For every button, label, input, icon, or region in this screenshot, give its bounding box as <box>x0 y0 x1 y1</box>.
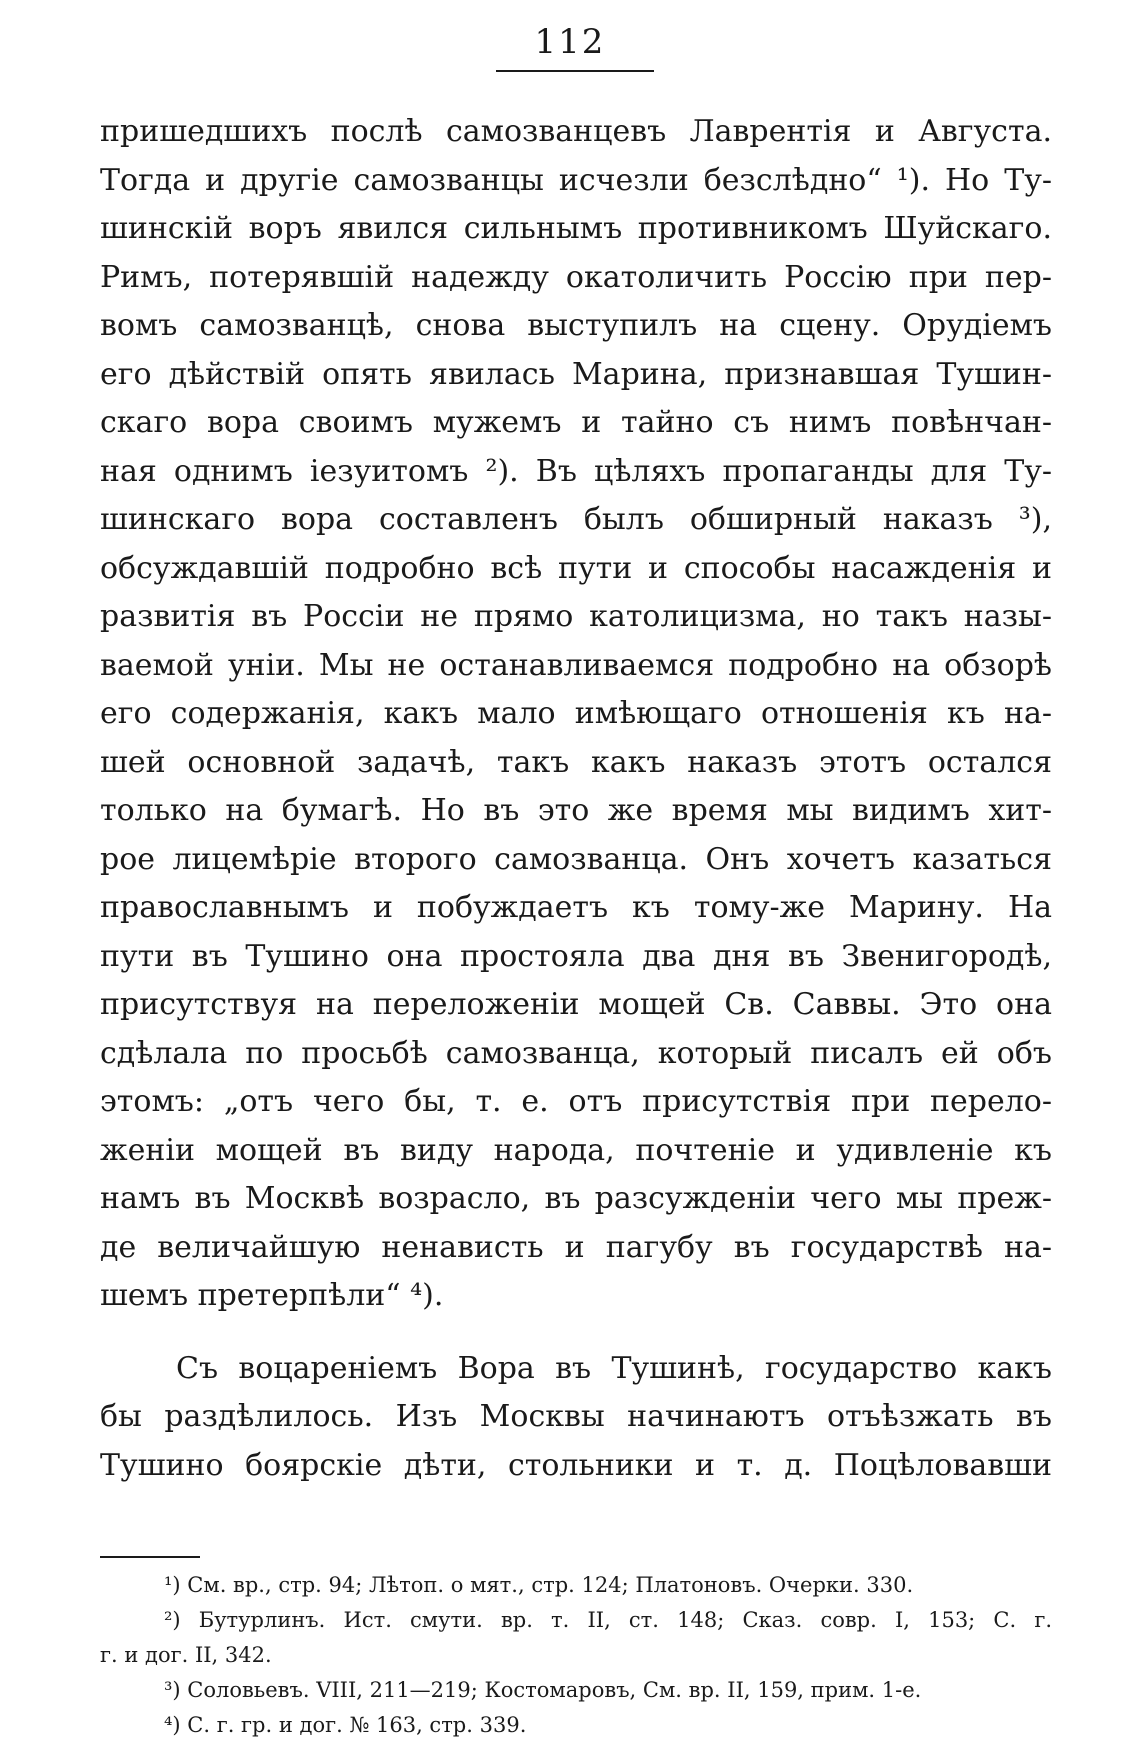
page-number: 112 <box>534 22 606 62</box>
footnote: г. и дог. II, 342. <box>100 1643 272 1667</box>
text-line: православнымъ и побуждаетъ къ тому-же Марину. На <box>100 890 1052 925</box>
text-line: ваемой уніи. Мы не останавливаемся подробно на обзорѣ <box>100 647 1052 683</box>
text-line: Римъ, потерявшій надежду окатоличить Россію при пер- <box>100 259 1052 295</box>
text-line: ная однимъ іезуитомъ ²). Въ цѣляхъ пропаганды для Ту- <box>100 453 1052 489</box>
text-line: сдѣлала по просьбѣ самозванца, который писалъ ей объ <box>100 1035 1052 1071</box>
text-line: его содержанія, какъ мало имѣющаго отношенія къ на- <box>100 696 1052 731</box>
text-line: присутствуя на переложеніи мощей Св. Саввы. Это она <box>100 987 1052 1022</box>
text-line: шемъ претерпѣли“ ⁴). <box>100 1278 444 1313</box>
paragraph-gap <box>100 1321 1052 1345</box>
text-line: шинскій воръ явился сильнымъ противникомъ Шуйскаго. <box>100 211 1052 246</box>
text-line: бы раздѣлилось. Изъ Москвы начинаютъ отъѣзжать въ <box>100 1399 1052 1434</box>
text-line: пришедшихъ послѣ самозванцевъ Лаврентія и Августа. <box>100 114 1052 149</box>
text-line: рое лицемѣріе второго самозванца. Онъ хочетъ казаться <box>100 841 1052 877</box>
footnote: ⁴) С. г. гр. и дог. № 163, стр. 339. <box>164 1713 527 1737</box>
text-line: Тогда и другіе самозванцы исчезли безслѣдно“ ¹). Но Ту- <box>100 162 1052 198</box>
footnote: ¹) См. вр., стр. 94; Лѣтоп. о мят., стр. 124; Платоновъ. Очерки. 330. <box>164 1573 914 1597</box>
footnote: ²) Бутурлинъ. Ист. смути. вр. т. II, ст. 148; Сказ. совр. I, 153; С. г. <box>164 1608 1052 1632</box>
footnotes <box>100 1568 1052 1743</box>
text-line: вомъ самозванцѣ, снова выступилъ на сцену. Орудіемъ <box>100 308 1052 343</box>
text-line: пути въ Тушино она простояла два дня въ Звенигородѣ, <box>100 938 1052 974</box>
text-line: Тушино боярскіе дѣти, стольники и т. д. Поцѣловавши <box>100 1447 1052 1483</box>
text-line: этомъ: „отъ чего бы, т. е. отъ присутствія при перело- <box>100 1084 1052 1119</box>
text-line: де величайшую ненависть и пагубу въ государствѣ на- <box>100 1229 1052 1265</box>
text-line: его дѣйствій опять явилась Марина, признавшая Тушин- <box>100 356 1052 392</box>
text-line: шинскаго вора составленъ былъ обширный наказъ ³), <box>100 502 1052 537</box>
text-line: обсуждавшій подробно всѣ пути и способы насажденія и <box>100 550 1052 586</box>
footnote-separator <box>100 1556 200 1558</box>
text-line: развитія въ Россіи не прямо католицизма, но такъ назы- <box>100 599 1052 634</box>
text-line: только на бумагѣ. Но въ это же время мы видимъ хит- <box>100 793 1052 828</box>
text-line: скаго вора своимъ мужемъ и тайно съ нимъ повѣнчан- <box>100 405 1052 440</box>
main-text <box>100 108 1052 1490</box>
footnote: ³) Соловьевъ. VIII, 211—219; Костомаровъ, См. вр. II, 159, прим. 1-е. <box>164 1678 922 1702</box>
text-line: Съ воцареніемъ Вора въ Тушинѣ, государство какъ <box>176 1350 1052 1386</box>
text-line: женіи мощей въ виду народа, почтеніе и удивленіе къ <box>100 1132 1052 1168</box>
text-line: шей основной задачѣ, такъ какъ наказъ этотъ остался <box>100 744 1052 780</box>
text-line: намъ въ Москвѣ возрасло, въ разсужденіи чего мы преж- <box>100 1181 1052 1216</box>
page-number-underline <box>496 70 654 72</box>
